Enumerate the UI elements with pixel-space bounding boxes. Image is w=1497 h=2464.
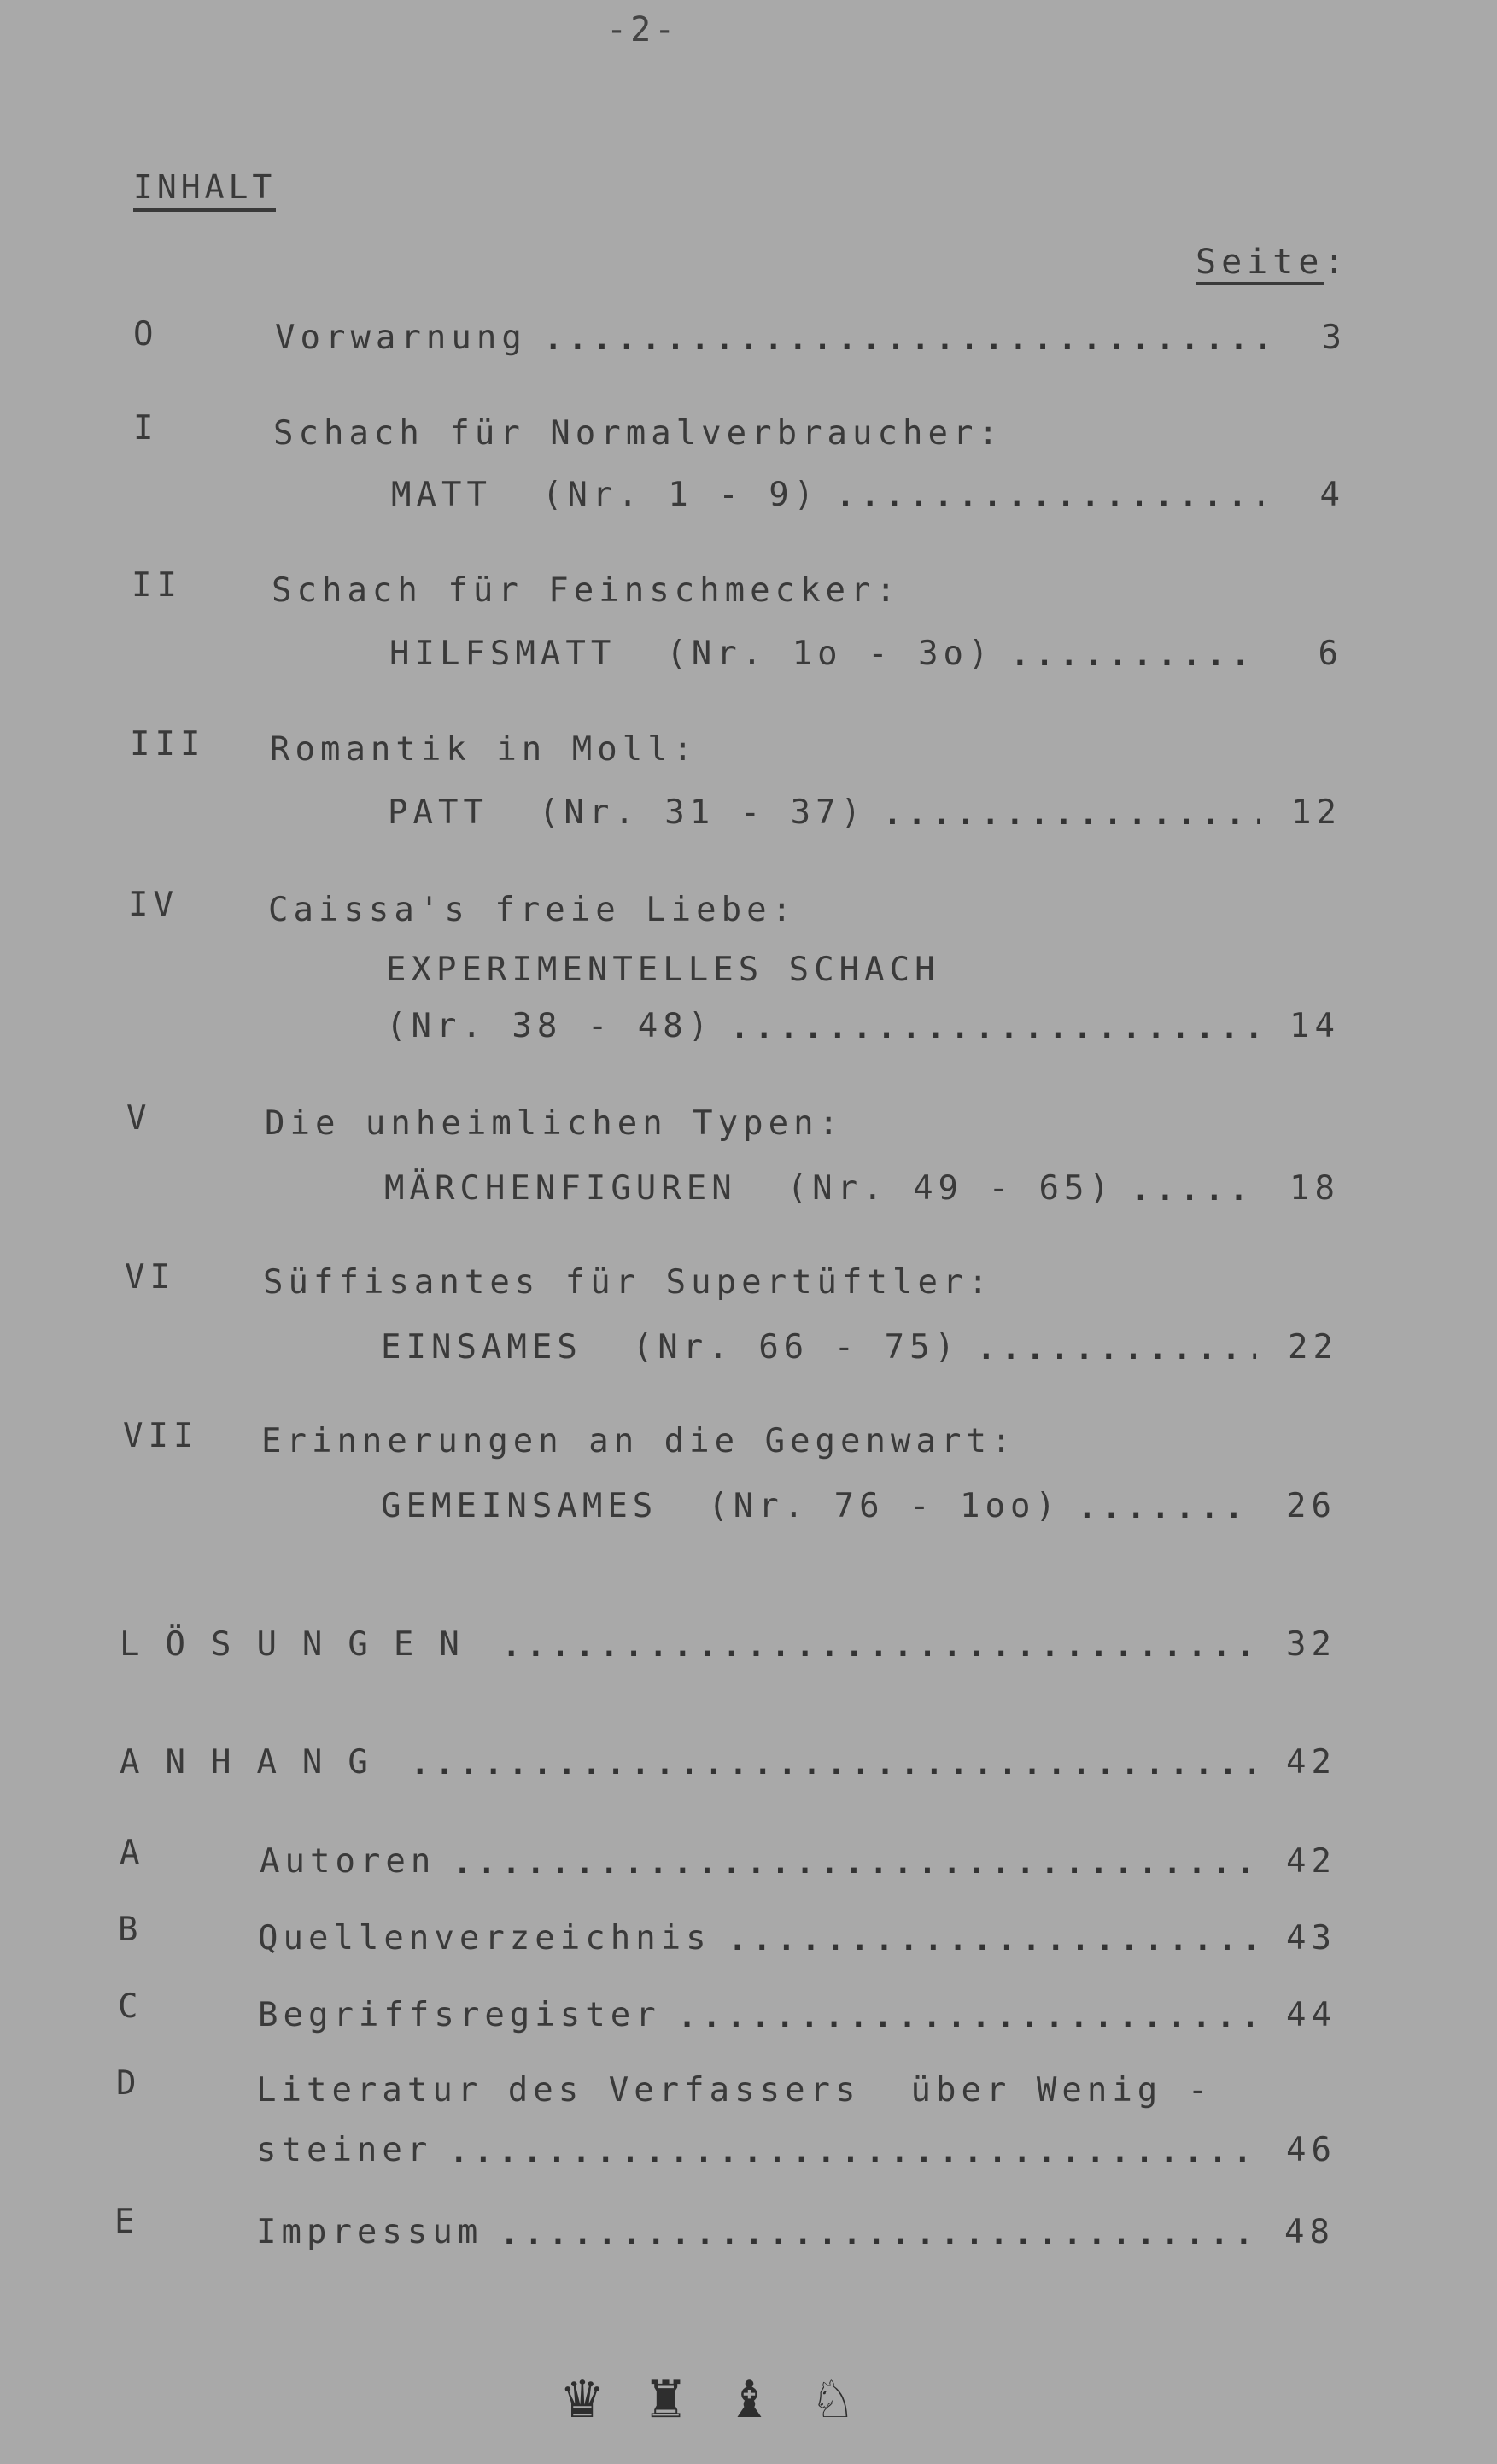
appendix-letter: B [118, 1911, 143, 1949]
toc-entry [391, 470, 1345, 514]
appendix-title: Impressum [256, 2213, 483, 2251]
section-subtitle: HILFSMATT (Nr. 1o - 3o) [389, 635, 994, 673]
page-ref: 12 [1291, 793, 1342, 832]
section-range: (Nr. 38 - 48) [386, 1007, 714, 1045]
chess-pieces-ornament [559, 2370, 856, 2430]
appendix-letter: E [114, 2203, 140, 2241]
section-subtitle: EXPERIMENTELLES SCHACH [386, 951, 940, 989]
leader-dots [1132, 1173, 1258, 1208]
toc-entry [381, 1481, 1336, 1525]
leader-dots [678, 1999, 1254, 2034]
section-subtitle: EINSAMES (Nr. 66 - 75) [381, 1328, 961, 1367]
page-ref: 22 [1288, 1328, 1338, 1367]
section-title: LÖSUNGEN [120, 1625, 485, 1664]
toc-entry [258, 1990, 1336, 2034]
toc-entry-loesungen [120, 1619, 1336, 1664]
knight-icon: ♘ [810, 2370, 857, 2430]
appendix-title: Begriffsregister [258, 1996, 661, 2034]
toc-entry [256, 2125, 1336, 2169]
page-ref: 44 [1286, 1996, 1336, 2034]
toc-heading: INHALT [133, 167, 276, 212]
page-ref: 48 [1284, 2213, 1335, 2251]
section-title: Süffisantes für Supertüftler: [263, 1263, 993, 1302]
leader-dots [453, 1846, 1254, 1881]
leader-dots [728, 1923, 1254, 1958]
leader-dots [730, 1010, 1258, 1045]
leader-dots [1078, 1490, 1254, 1525]
leader-dots [502, 1629, 1254, 1664]
toc-entry [386, 1001, 1340, 1045]
section-number: III [130, 725, 206, 764]
bishop-icon: ♝ [726, 2370, 773, 2430]
appendix-title-cont: steiner [256, 2131, 433, 2169]
toc-entry [260, 1836, 1336, 1881]
page-ref: 26 [1286, 1487, 1336, 1525]
toc-entry [381, 1322, 1338, 1367]
section-subtitle: GEMEINSAMES (Nr. 76 - 1oo) [381, 1487, 1061, 1525]
leader-dots [411, 1747, 1254, 1782]
section-number: VI [125, 1258, 175, 1296]
section-title: Caissa's freie Liebe: [268, 891, 798, 929]
appendix-letter: D [116, 2064, 142, 2103]
section-subtitle: PATT (Nr. 31 - 37) [388, 793, 867, 832]
leader-dots [883, 797, 1260, 832]
section-title: Vorwarnung [275, 319, 527, 357]
toc-entry [275, 313, 1347, 357]
appendix-title: Autoren [260, 1842, 436, 1881]
section-number: V [126, 1099, 152, 1138]
section-title: Romantik in Moll: [270, 730, 699, 769]
section-title: ANHANG [120, 1743, 394, 1782]
section-title: Die unheimlichen Typen: [265, 1104, 845, 1143]
toc-entry [388, 787, 1342, 832]
page-ref: 42 [1286, 1842, 1336, 1881]
page-column-label [1196, 241, 1350, 284]
page-ref: 32 [1286, 1625, 1336, 1664]
section-number: IV [128, 886, 178, 924]
leader-dots [544, 322, 1265, 357]
section-number: VII [123, 1417, 199, 1455]
section-subtitle: MÄRCHENFIGUREN (Nr. 49 - 65) [384, 1169, 1114, 1208]
section-subtitle: MATT (Nr. 1 - 9) [391, 476, 820, 514]
page-ref: 3 [1321, 319, 1347, 357]
section-title: Erinnerungen an die Gegenwart: [261, 1422, 1017, 1460]
appendix-letter: C [118, 1987, 143, 2026]
toc-entry [384, 1163, 1340, 1208]
page-ref: 42 [1286, 1743, 1336, 1782]
queen-icon: ♛ [559, 2370, 605, 2430]
seite-label: Seite [1196, 243, 1324, 285]
page-ref: 6 [1318, 635, 1343, 673]
section-number: I [133, 409, 159, 448]
section-number: II [132, 566, 182, 605]
toc-entry [256, 2207, 1335, 2251]
leader-dots [977, 1331, 1256, 1367]
seite-colon: : [1324, 243, 1350, 282]
page-ref: 18 [1289, 1169, 1340, 1208]
page-ref: 4 [1319, 476, 1345, 514]
page-ref: 43 [1286, 1919, 1336, 1958]
appendix-letter: A [120, 1834, 145, 1872]
page-number: -2- [606, 10, 679, 50]
rook-icon: ♜ [642, 2370, 689, 2430]
leader-dots [500, 2216, 1253, 2251]
section-title: Schach für Feinschmecker: [272, 571, 901, 610]
section-number: O [133, 315, 159, 354]
toc-entry-anhang [120, 1737, 1336, 1782]
toc-entry [389, 629, 1343, 673]
page-ref: 46 [1286, 2131, 1336, 2169]
leader-dots [449, 2134, 1254, 2169]
page-ref: 14 [1289, 1007, 1340, 1045]
leader-dots [836, 479, 1263, 514]
section-title: Schach für Normalverbraucher: [273, 414, 1003, 453]
toc-entry [258, 1913, 1336, 1958]
appendix-title: Literatur des Verfassers über Wenig - [256, 2071, 1213, 2110]
appendix-title: Quellenverzeichnis [258, 1919, 711, 1958]
leader-dots [1011, 638, 1261, 673]
